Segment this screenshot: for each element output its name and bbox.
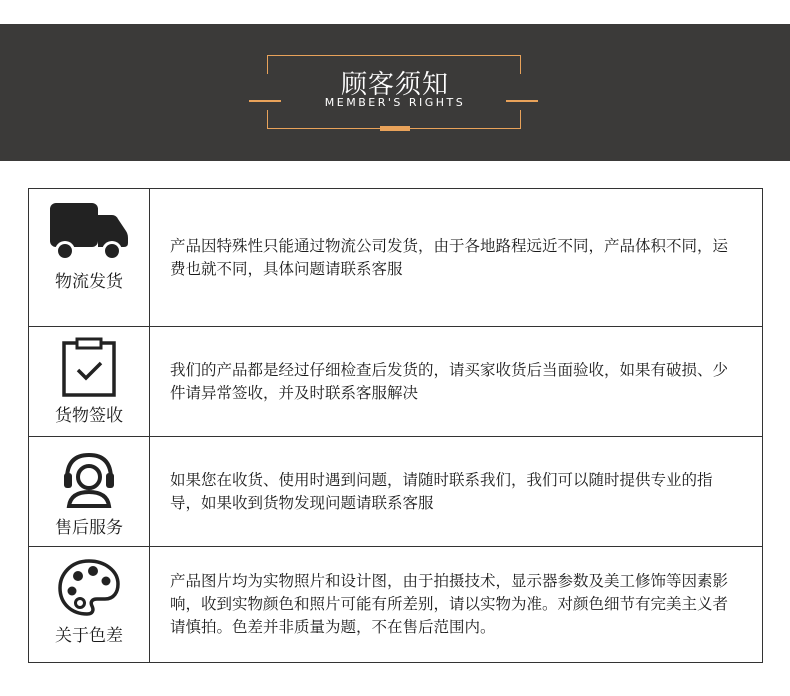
bottom-ornament-bar <box>380 126 410 131</box>
icon-cell <box>29 547 150 663</box>
table-row <box>29 547 763 663</box>
page-subtitle: MEMBER'S RIGHTS <box>324 96 466 109</box>
table-row <box>29 327 763 437</box>
item-text: 我们的产品都是经过仔细检查后发货的，请买家收货后当面验收，如果有破损、少件请异常签收，并及时联系客服解决 <box>150 327 763 437</box>
icon-cell <box>29 189 150 327</box>
item-label: 物流发货 <box>55 272 123 292</box>
item-label: 货物签收 <box>55 406 123 426</box>
item-text: 产品图片均为实物照片和设计图，由于拍摄技术，显示器参数及美工修饰等因素影响，收到实物颜色和照片可能有所差别，请以实物为准。对颜色细节有完美主义者请慎拍。色差并非质量为题，不在售后范围内。 <box>150 547 763 663</box>
page-title: 顾客须知 <box>340 70 449 100</box>
icon-cell <box>29 437 150 547</box>
item-label: 关于色差 <box>55 626 123 646</box>
icon-cell <box>29 327 150 437</box>
item-text: 产品因特殊性只能通过物流公司发货，由于各地路程远近不同，产品体积不同，运费也就不同，具体问题请联系客服 <box>150 189 763 327</box>
headset-agent-icon <box>59 449 119 509</box>
clipboard-check-icon <box>59 337 119 397</box>
table-row <box>29 189 763 327</box>
item-text: 如果您在收货、使用时遇到问题，请随时联系我们，我们可以随时提供专业的指导，如果收到货物发现问题请联系客服 <box>150 437 763 547</box>
item-label: 售后服务 <box>55 518 123 538</box>
palette-icon <box>56 557 122 617</box>
notice-table <box>28 188 763 663</box>
table-row <box>29 437 763 547</box>
truck-icon <box>48 201 130 263</box>
header-banner <box>0 24 790 161</box>
